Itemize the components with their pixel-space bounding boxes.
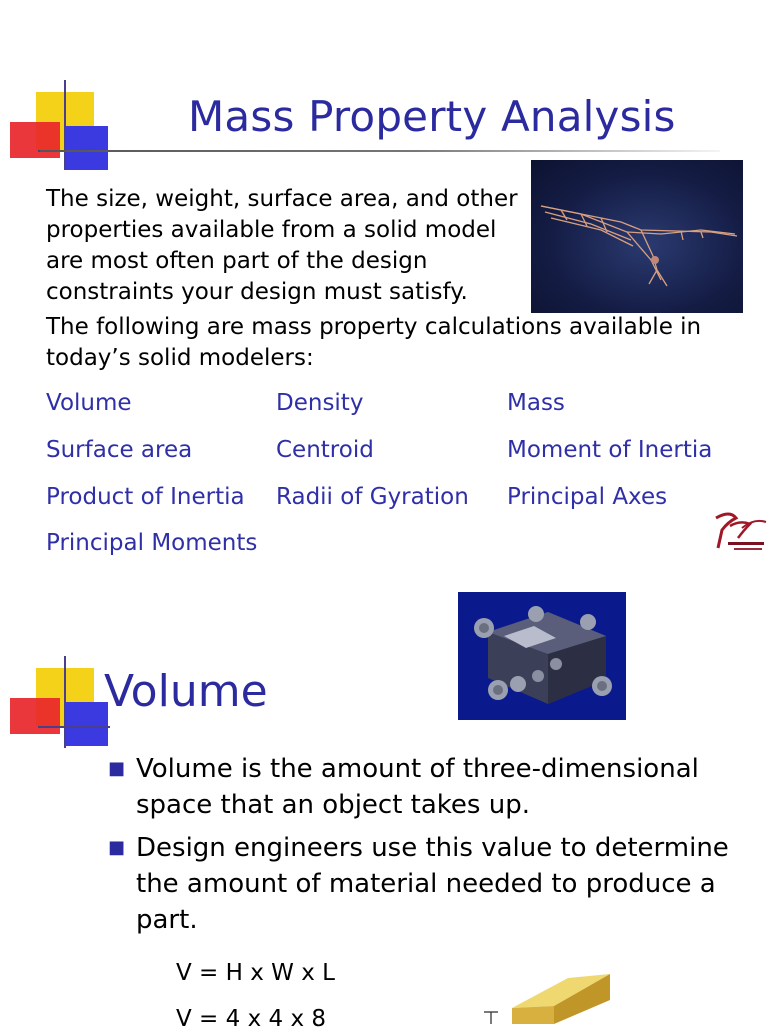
machined-block-image	[458, 592, 626, 720]
slide-logo-top	[0, 80, 110, 170]
property-product-of-inertia: Product of Inertia	[46, 484, 245, 510]
glider-model-image	[531, 160, 743, 313]
property-moment-of-inertia: Moment of Inertia	[507, 437, 713, 463]
property-mass: Mass	[507, 390, 565, 416]
property-density: Density	[276, 390, 364, 416]
rectangular-box-image	[478, 960, 628, 1024]
bullet-text-design-engineers: Design engineers use this value to determine the amount of material needed to produce a part.	[136, 833, 729, 935]
logo-red-square	[10, 122, 60, 158]
logo-red-square	[10, 698, 60, 734]
property-principal-moments: Principal Moments	[46, 530, 258, 556]
logo-blue-square	[64, 702, 108, 746]
slide-logo-bottom	[0, 656, 110, 748]
section-title-volume: Volume	[104, 666, 268, 717]
logo-horizontal-line	[38, 726, 110, 728]
bullet-square-icon: ■	[108, 758, 126, 779]
section-title-mass-property: Mass Property Analysis	[188, 92, 676, 141]
bullet-square-icon: ■	[108, 837, 126, 858]
volume-formula: V = H x W x L	[176, 960, 335, 986]
property-centroid: Centroid	[276, 437, 374, 463]
property-principal-axes: Principal Axes	[507, 484, 668, 510]
bullet-text-volume-definition: Volume is the amount of three-dimensional space that an object takes up.	[136, 754, 699, 820]
pltw-logo-icon	[710, 508, 768, 558]
logo-vertical-line	[64, 656, 66, 748]
intro-paragraph: The size, weight, surface area, and other properties available from a solid model are most often part of the design constraints your design must satisfy.	[46, 186, 518, 305]
title-divider	[40, 150, 720, 152]
logo-blue-square	[64, 126, 108, 170]
property-volume: Volume	[46, 390, 132, 416]
logo-vertical-line	[64, 80, 66, 170]
calculations-intro: The following are mass property calculations available in today’s solid modelers:	[46, 314, 702, 371]
property-surface-area: Surface area	[46, 437, 193, 463]
property-radii-of-gyration: Radii of Gyration	[276, 484, 469, 510]
volume-formula-example: V = 4 x 4 x 8	[176, 1006, 326, 1032]
